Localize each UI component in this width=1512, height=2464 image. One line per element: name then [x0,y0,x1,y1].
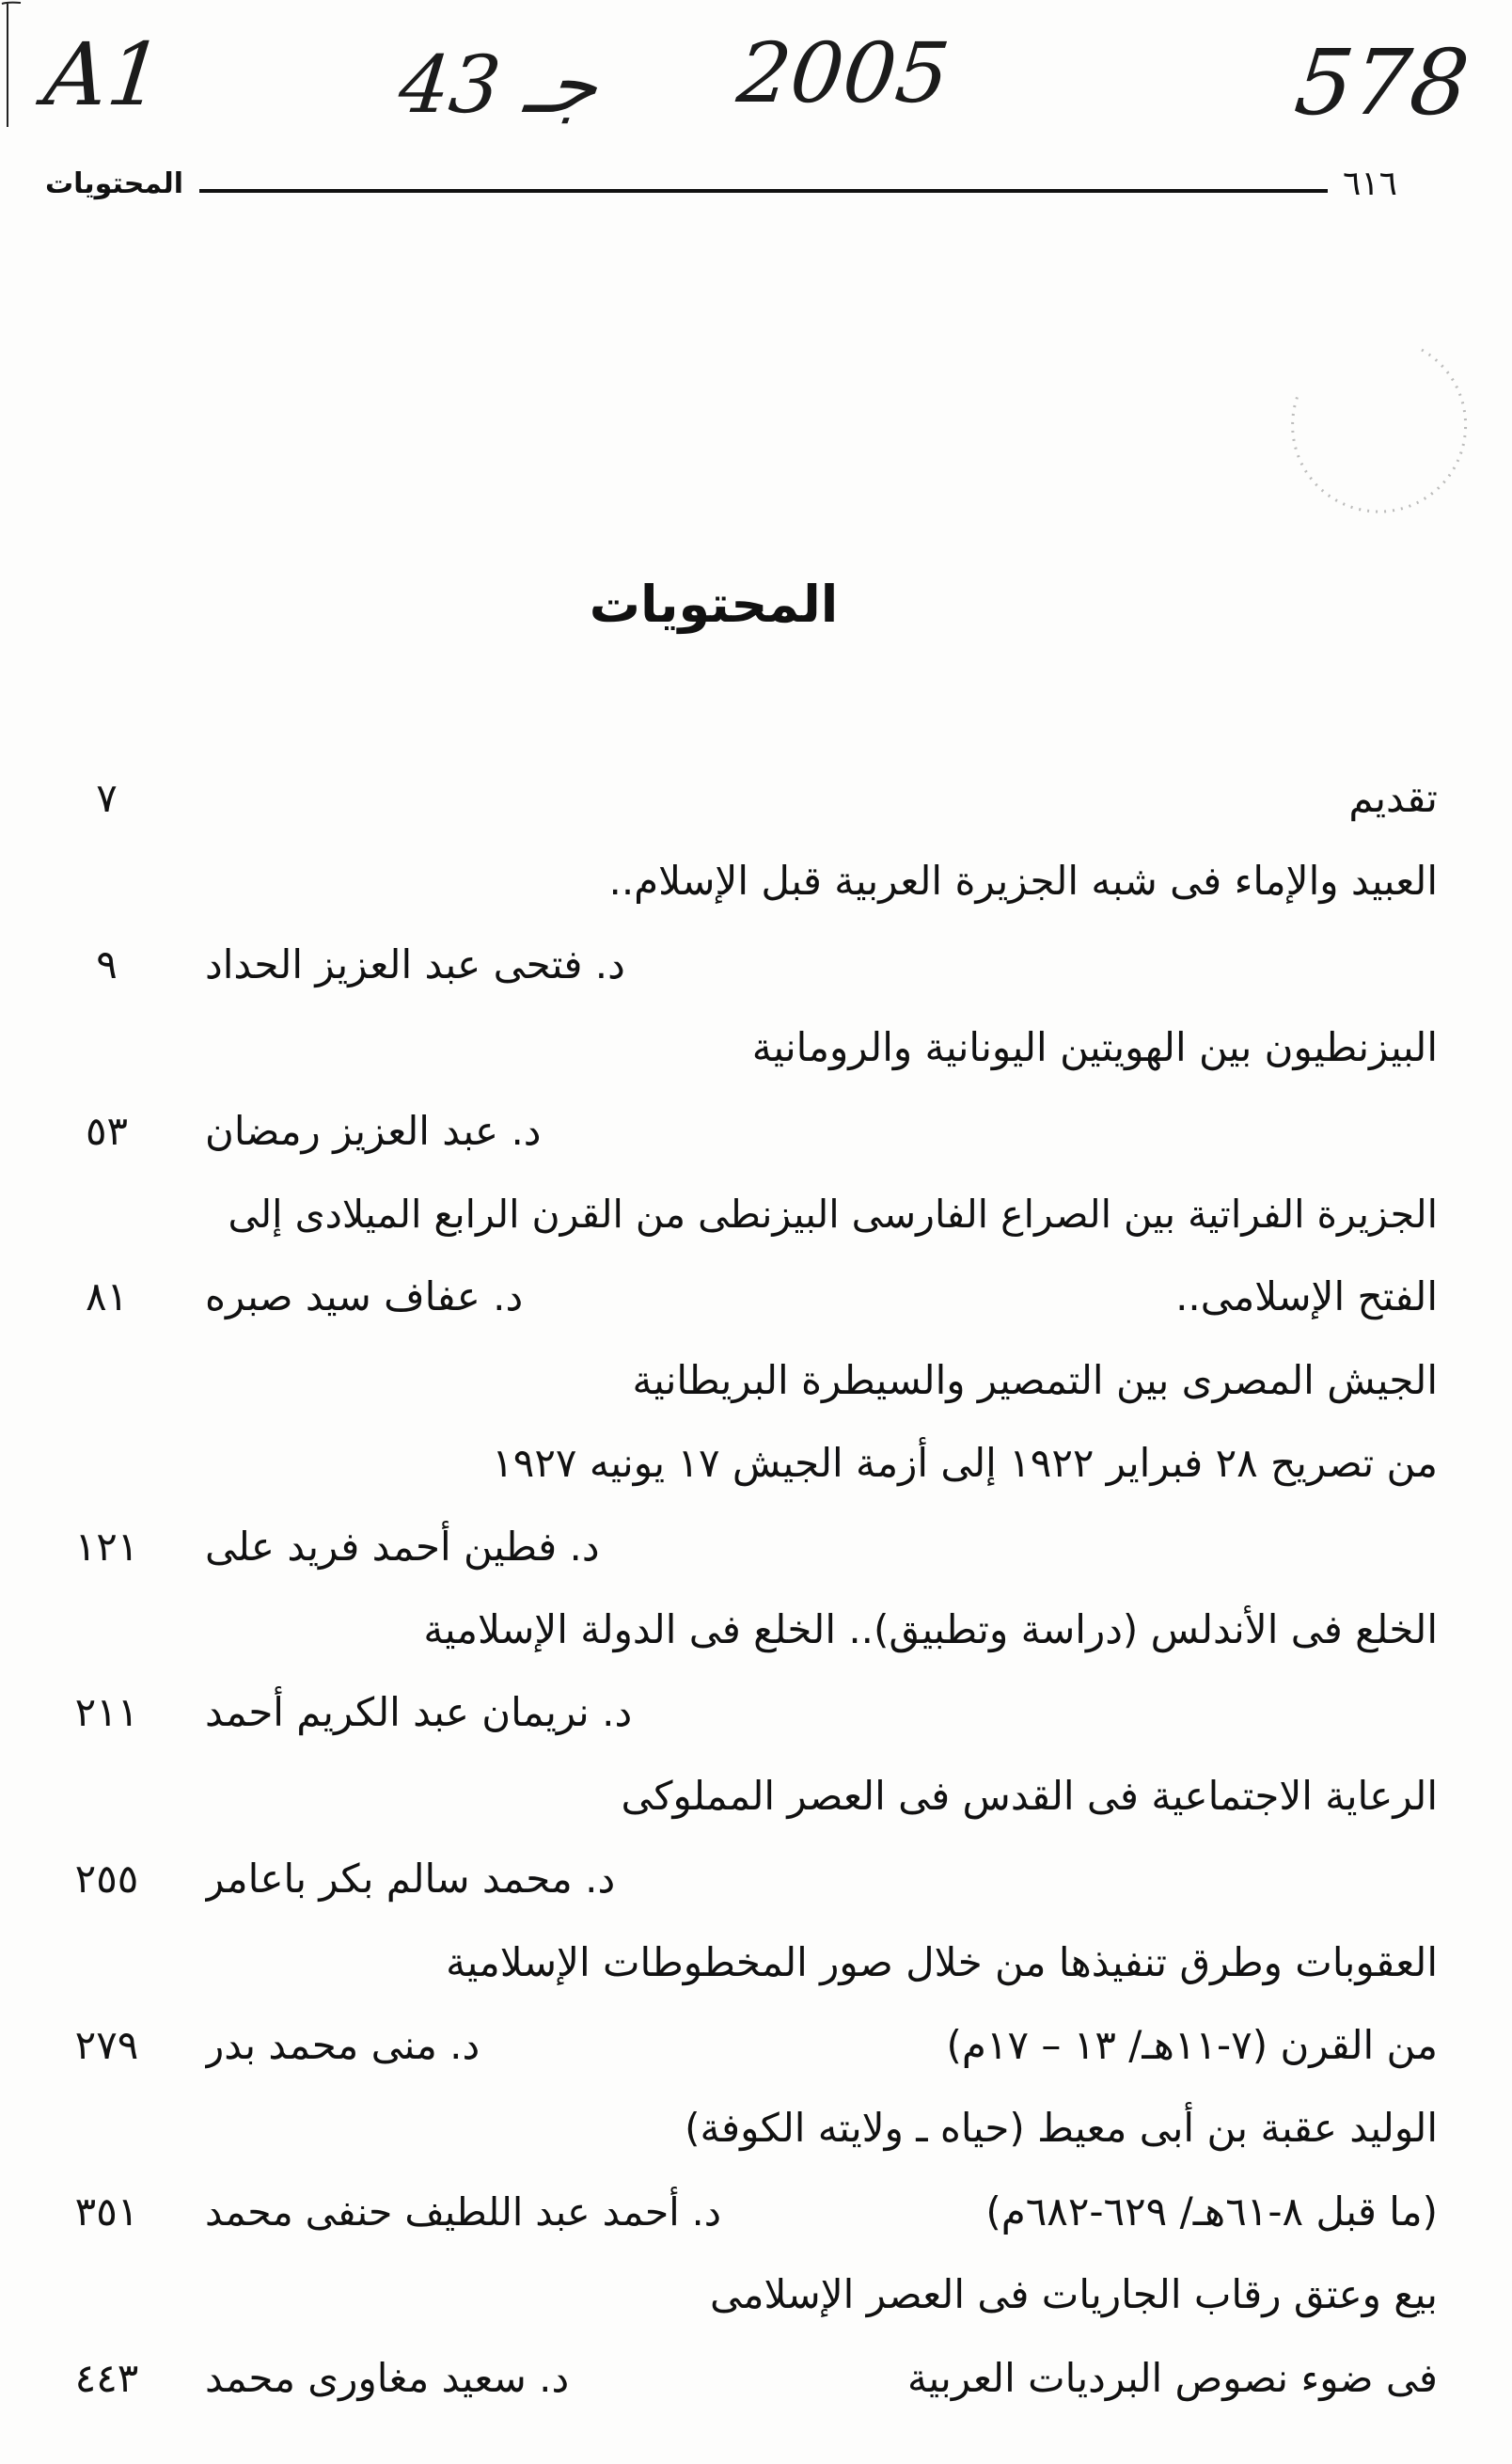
toc-row [0,2004,1512,2087]
handwritten-year: 2005 [732,24,954,121]
page-number: ١٢١ [74,1524,139,1570]
entry-author: د. أحمد عبد اللطيف حنفى محمد [205,2189,721,2235]
entry-title: الجيش المصرى بين التمصير والسيطرة البريطانية [632,1357,1438,1403]
page-number: ٥٣ [85,1108,129,1154]
page-number: ٤٤٣ [74,2355,139,2401]
toc-row [0,1506,1512,1588]
entry-author: د. فتحى عبد العزيز الحداد [205,941,625,987]
entry-title: الخلع فى الأندلس (دراسة وتطبيق).. الخلع فى الدولة الإسلامية [423,1606,1438,1652]
toc-row [0,1006,1512,1089]
toc-row [0,1755,1512,1838]
page-number: ٣٥١ [74,2188,139,2235]
toc-row [0,2087,1512,2170]
toc-row [0,924,1512,1006]
toc-row [0,1339,1512,1422]
toc-row [0,1173,1512,1256]
handwritten-number: 578 [1290,30,1474,135]
entry-title: العبيد والإماء فى شبه الجزيرة العربية قبل الإسلام.. [608,858,1438,904]
toc-row [0,1921,1512,2004]
page-number: ٢٧٩ [74,2022,139,2068]
entry-author: د. سعيد مغاورى محمد [205,2355,570,2401]
entry-title: بيع وعتق رقاب الجاريات فى العصر الإسلامى [709,2271,1438,2317]
toc-row [0,1588,1512,1671]
toc-row [0,1671,1512,1754]
toc-row [0,757,1512,840]
entry-title: الفتح الإسلامى.. [1175,1273,1438,1319]
toc-row [0,2253,1512,2336]
handwritten-shelf-mark: A1 [39,24,168,125]
page-number: ٢١١ [74,1689,139,1735]
toc-row [0,1256,1512,1338]
toc-row [0,1090,1512,1173]
entry-title: العقوبات وطرق تنفيذها من خلال صور المخطوطات الإسلامية [446,1939,1438,1985]
entry-title: من القرن (٧-١١هـ/ ١٣ – ١٧م) [946,2022,1438,2068]
header-rule [199,189,1328,193]
scan-edge-line [0,0,38,141]
toc-row [0,2337,1512,2420]
entry-title: من تصريح ٢٨ فبراير ١٩٢٢ إلى أزمة الجيش ١٧ يونيه ١٩٢٧ [492,1440,1438,1486]
toc-row [0,840,1512,923]
entry-title: الرعاية الاجتماعية فى القدس فى العصر المملوكى [621,1773,1438,1819]
entry-title: فى ضوء نصوص البرديات العربية [906,2355,1438,2401]
entry-title: تقديم [1348,775,1438,821]
entry-title: (ما قبل ٨-٦١هـ/ ٦٢٩-٦٨٢م) [985,2188,1438,2235]
running-header-title: المحتويات [45,167,184,200]
page-number: ٩ [96,941,118,987]
entry-title: الجزيرة الفراتية بين الصراع الفارسى البيزنطى من القرن الرابع الميلادى إلى [228,1192,1438,1237]
entry-author: د. عبد العزيز رمضان [205,1108,542,1154]
toc-row [0,1422,1512,1505]
page-number: ٧ [96,775,118,821]
entry-author: د. فطين أحمد فريد على [205,1524,600,1570]
page-number: ٨١ [85,1273,129,1319]
page-title: المحتويات [589,575,839,634]
toc-row [0,2171,1512,2253]
running-header-page-number: ٦١٦ [1343,165,1398,203]
page-number: ٢٥٥ [74,1856,139,1902]
toc-row [0,1838,1512,1920]
handwritten-volume-note: 43 جـ [394,39,603,131]
entry-author: د. محمد سالم بكر باعامر [205,1856,616,1902]
entry-title: الوليد عقبة بن أبى معيط (حياه ـ ولايته الكوفة) [685,2105,1438,2151]
entry-title: البيزنطيون بين الهويتين اليونانية والرومانية [751,1024,1438,1070]
entry-author: د. عفاف سيد صبره [205,1273,524,1319]
entry-author: د. منى محمد بدر [205,2022,480,2068]
entry-author: د. نريمان عبد الكريم أحمد [205,1689,633,1735]
stamp-arc [1275,322,1482,529]
